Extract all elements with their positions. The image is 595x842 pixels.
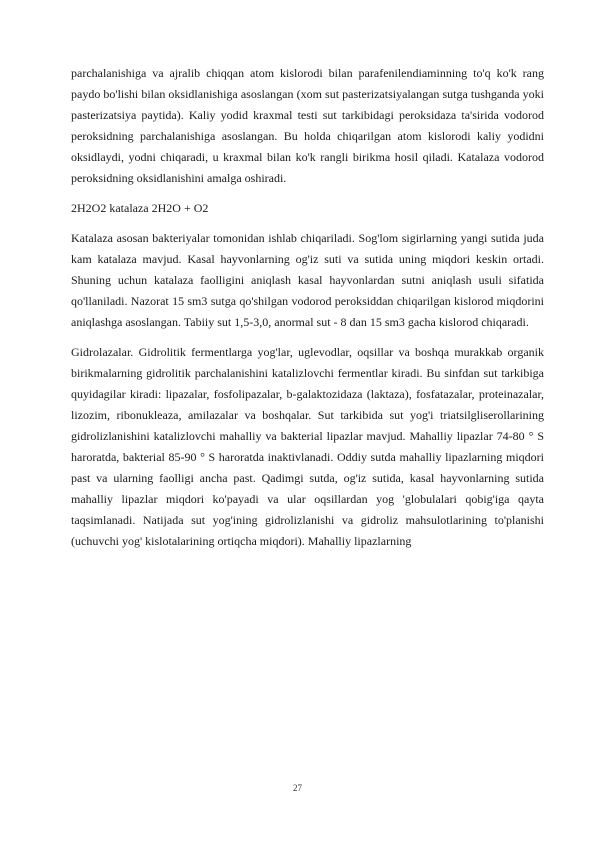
paragraph-peroxidase-test: parchalanishiga va ajralib chiqqan atom kislorodi bilan parafenilendiaminning to'q ko'k rang paydo bo'lishi bilan oksidlanishiga asoslangan (xom sut pasterizatsiyalangan sutga tushganda yoki pasterizatsiya paytida). Kaliy yodid kraxmal testi sut tarkibidagi peroksidaza ta'sirida vodorod peroksidning parchalanishiga asoslangan. Bu holda chiqarilgan atom kislorodi kaliy yodidni oksidlaydi, yodni chiqaradi, u kraxmal bilan ko'k rangli birikma hosil qiladi. Katalaza vodorod peroksidning oksidlanishini amalga oshiradi.	[71, 66, 544, 185]
catalase-reaction-formula: 2H2O2 katalaza 2H2O + O2	[71, 201, 209, 215]
paragraph-hydrolases: Gidrolazalar. Gidrolitik fermentlarga yog'lar, uglevodlar, oqsillar va boshqa murakkab organik birikmalarning gidrolitik parchalanishini katalizlovchi fermentlar kiradi. Bu sinfdan sut tarkibiga quyidagilar kiradi: lipazalar, fosfolipazalar, b-galaktozidaza (laktaza), fosfatazalar, proteinazalar, lizozim, ribonukleaza, amilazalar va boshqalar. Sut tarkibida sut yog'i triatsilgliserollarining gidrolizlanishini katalizlovchi mahalliy va bakterial lipazlar mavjud. Mahalliy lipazlar 74-80 ° S haroratda, bakterial 85-90 ° S haroratda inaktivlanadi. Oddiy sutda mahalliy lipazlarning miqdori past va ularning faolligi ancha past. Qadimgi sutda, og'iz sutida, kasal hayvonlarning sutida mahalliy lipazlar miqdori ko'payadi va ular oqsillardan yog 'globulalari qobig'iga qayta taqsimlanadi. Natijada sut yog'ining gidrolizlanishi va gidroliz mahsulotlarining to'planishi (uchuvchi yog' kislotalarining ortiqcha miqdori). Mahalliy lipazlarning	[71, 345, 544, 548]
paragraph-catalase: Katalaza asosan bakteriyalar tomonidan ishlab chiqariladi. Sog'lom sigirlarning yangi sutida juda kam katalaza mavjud. Kasal hayvonlarning og'iz suti va sutida uning miqdori keskin ortadi. Shuning uchun katalaza faolligini aniqlash kasal hayvonlardan sutni aniqlash usuli sifatida qo'llaniladi. Nazorat 15 sm3 sutga qo'shilgan vodorod peroksiddan chiqarilgan kislorod miqdorini aniqlashga asoslangan. Tabiiy sut 1,5-3,0, anormal sut - 8 dan 15 sm3 gacha kislorod chiqaradi.	[71, 231, 544, 329]
document-page	[71, 63, 544, 552]
page-number: 27	[293, 783, 302, 793]
